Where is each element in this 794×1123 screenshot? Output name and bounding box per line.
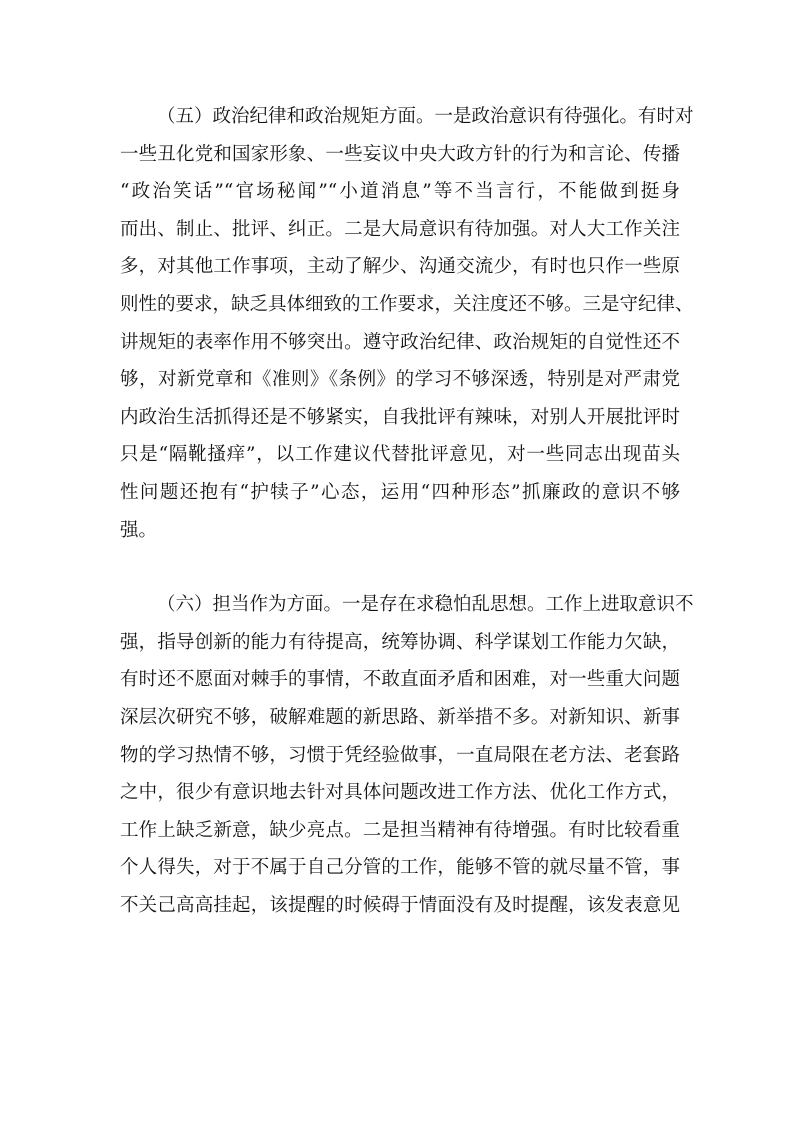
text-line: 多，对其他工作事项，主动了解少、沟通交流少，有时也只作一些原 xyxy=(120,256,680,278)
text-line: 深层次研究不够，破解难题的新思路、新举措不多。对新知识、新事 xyxy=(120,706,680,728)
text-line: 工作上缺乏新意，缺少亮点。二是担当精神有待增强。有时比较看重 xyxy=(120,819,680,841)
text-line: 够，对新党章和《准则》《条例》的学习不够深透，特别是对严肃党 xyxy=(120,369,680,391)
text-line: 只是“隔靴搔痒”，以工作建议代替批评意见，对一些同志出现苗头 xyxy=(120,444,680,466)
text-line: 一些丑化党和国家形象、一些妄议中央大政方针的行为和言论、传播 xyxy=(120,143,680,165)
text-line: 性问题还抱有“护犊子”心态，运用“四种形态”抓廉政的意识不够 xyxy=(120,481,680,503)
text-line: 之中，很少有意识地去针对具体问题改进工作方法、优化工作方式， xyxy=(120,782,680,804)
text-line: 物的学习热情不够，习惯于凭经验做事，一直局限在老方法、老套路 xyxy=(120,744,680,766)
text-line: 不关己高高挂起，该提醒的时候碍于情面没有及时提醒，该发表意见 xyxy=(120,894,680,916)
text-line: 而出、制止、批评、纠正。二是大局意识有待加强。对人大工作关注 xyxy=(120,218,680,240)
text-line: 讲规矩的表率作用不够突出。遵守政治纪律、政治规矩的自觉性还不 xyxy=(120,331,680,353)
text-line: 强，指导创新的能力有待提高，统筹协调、科学谋划工作能力欠缺， xyxy=(120,631,680,653)
document-body xyxy=(120,98,694,924)
text-line: 强。 xyxy=(120,519,158,541)
paragraph-political-discipline xyxy=(120,98,694,549)
paragraph-spacer xyxy=(120,549,680,586)
text-line: 个人得失，对于不属于自己分管的工作，能够不管的就尽量不管，事 xyxy=(120,857,680,879)
text-line: 有时还不愿面对棘手的事情，不敢直面矛盾和困难，对一些重大问题 xyxy=(120,669,680,691)
text-line: （五）政治纪律和政治规矩方面。一是政治意识有待强化。有时对 xyxy=(157,106,694,127)
text-line: “政治笑话”“官场秘闻”“小道消息”等不当言行，不能做到挺身 xyxy=(120,181,680,203)
paragraph-responsibility xyxy=(120,586,694,924)
text-line: 则性的要求，缺乏具体细致的工作要求，关注度还不够。三是守纪律、 xyxy=(120,293,694,315)
text-line: 内政治生活抓得还是不够紧实，自我批评有辣味，对别人开展批评时 xyxy=(120,406,680,428)
text-line: （六）担当作为方面。一是存在求稳怕乱思想。工作上进取意识不 xyxy=(157,594,694,616)
